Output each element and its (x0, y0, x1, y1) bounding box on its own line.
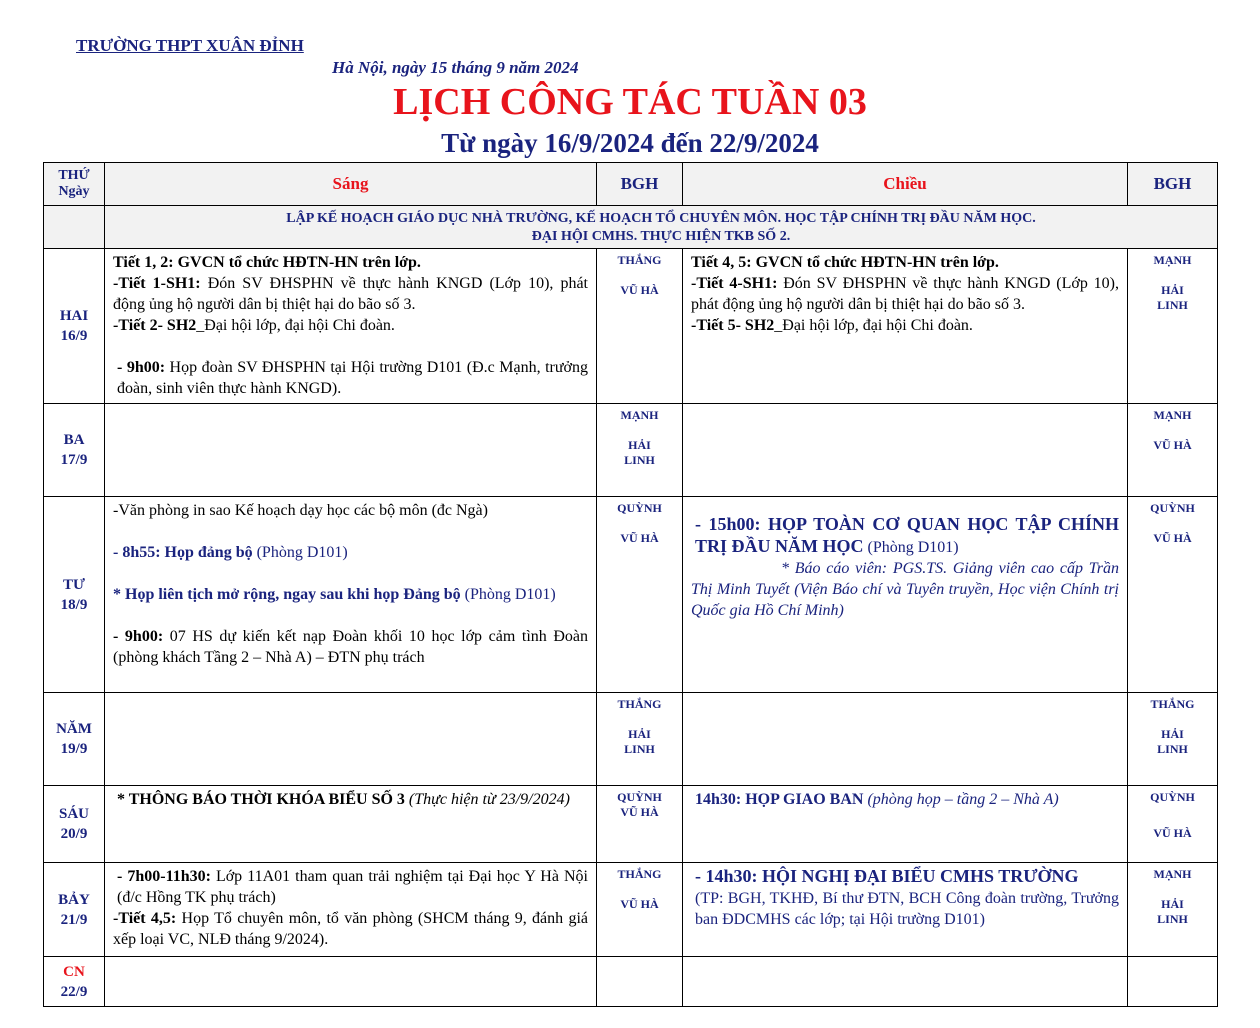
mon-a2: Đón SV ĐHSPHN về thực hành KNGD (Lớp 10), phát động ủng hộ người dân bị thiệt hại do bão số 3. (691, 275, 1119, 313)
sat-m2-bold: -Tiết 4,5: (113, 910, 177, 927)
schedule-table (43, 162, 1218, 1007)
week-banner (105, 206, 1218, 249)
table-row (44, 957, 1218, 1007)
day-date: 19/9 (60, 741, 88, 757)
bgh-afternoon-sat (1128, 863, 1218, 957)
bgh-name: VŨ HÀ (1153, 531, 1192, 545)
bgh-name: THẮNG (1150, 697, 1195, 711)
wed-m3-bold: * Họp liên tịch mở rộng, ngay sau khi họp Đảng bộ (113, 586, 461, 603)
table-row (44, 786, 1218, 863)
morning-cell-sun (105, 957, 597, 1007)
day-name: HAI (59, 308, 89, 324)
fri-m1: (Thực hiện từ 23/9/2024) (404, 791, 570, 808)
bgh-name: THẮNG (617, 867, 662, 881)
banner-empty (44, 206, 105, 249)
day-cell-tue (44, 404, 105, 497)
bgh-name: THẮNG (617, 253, 662, 267)
bgh-afternoon-thu (1128, 693, 1218, 786)
day-cell-mon (44, 249, 105, 404)
bgh-name: QUỲNH (1150, 501, 1195, 515)
day-cell-wed (44, 497, 105, 693)
bgh-name: MẠNH (1153, 253, 1192, 267)
sat-a1: (TP: BGH, TKHĐ, Bí thư ĐTN, BCH Công đoàn trường, Trưởng ban ĐDCMHS các lớp; tại Hội trường D101) (695, 890, 1119, 928)
school-name: TRƯỜNG THPT XUÂN ĐỈNH (76, 36, 304, 55)
bgh-name: LINH (624, 742, 655, 756)
day-cell-sun (44, 957, 105, 1007)
bgh-morning-thu (597, 693, 683, 786)
mon-m3-bold: -Tiết 2- SH2 (113, 317, 197, 334)
bgh-name: HẢI (1161, 727, 1184, 741)
wed-m1: -Văn phòng in sao Kế hoạch dạy học các bộ môn (đc Ngà) (113, 502, 488, 519)
bgh-morning-sat (597, 863, 683, 957)
day-name: BA (63, 432, 85, 448)
afternoon-cell-fri (683, 786, 1128, 863)
bgh-afternoon-fri (1128, 786, 1218, 863)
day-date: 16/9 (60, 328, 88, 344)
wed-m2: (Phòng D101) (252, 544, 348, 561)
day-date: 17/9 (60, 452, 88, 468)
mon-a2-bold: -Tiết 4-SH1: (691, 275, 778, 292)
header-bgh-afternoon: BGH (1128, 163, 1218, 206)
fri-m1-bold: * THÔNG BÁO THỜI KHÓA BIỂU SỐ 3 (117, 791, 405, 808)
table-row (44, 404, 1218, 497)
dateline: Hà Nội, ngày 15 tháng 9 năm 2024 (332, 58, 579, 77)
header-day-line2: Ngày (58, 184, 90, 199)
sat-m1-bold: - 7h00-11h30: (117, 868, 211, 885)
fri-a1: (phòng họp – tầng 2 – Nhà A) (863, 791, 1059, 808)
bgh-name: THẮNG (617, 697, 662, 711)
mon-a3: _Đại hội lớp, đại hội Chi đoàn. (774, 317, 973, 334)
day-cell-sat (44, 863, 105, 957)
day-name: NĂM (56, 721, 92, 737)
afternoon-cell-sun (683, 957, 1128, 1007)
day-name: BẢY (58, 891, 90, 908)
table-header-row (44, 163, 1218, 206)
bgh-name: MẠNH (620, 408, 659, 422)
mon-m1: Tiết 1, 2: GVCN tổ chức HĐTN-HN trên lớp. (113, 254, 421, 271)
mon-m4: Họp đoàn SV ĐHSPHN tại Hội trường D101 (Đ.c Mạnh, trưởng đoàn, sinh viên thực hành KNGD). (117, 359, 588, 397)
bgh-name: VŨ HÀ (620, 805, 659, 819)
header-afternoon: Chiều (683, 163, 1128, 206)
bgh-afternoon-mon (1128, 249, 1218, 404)
morning-cell-tue (105, 404, 597, 497)
mon-m3: _Đại hội lớp, đại hội Chi đoàn. (196, 317, 395, 334)
bgh-name: VŨ HÀ (620, 283, 659, 297)
bgh-morning-mon (597, 249, 683, 404)
bgh-name: QUỲNH (617, 501, 662, 515)
sat-m2: Họp Tổ chuyên môn, tổ văn phòng (SHCM tháng 9, đánh giá xếp loại VC, NLĐ tháng 9/2024). (113, 910, 589, 948)
sat-a1-bold: - 14h30: HỘI NGHỊ ĐẠI BIỂU CMHS TRƯỜNG (695, 866, 1079, 886)
header-morning: Sáng (105, 163, 597, 206)
wed-a1-bold: - 15h00: HỌP TOÀN CƠ QUAN HỌC TẬP CHÍNH TRỊ ĐẦU NĂM HỌC (695, 514, 1119, 556)
wed-a1: (Phòng D101) (863, 539, 959, 556)
bgh-afternoon-sun (1128, 957, 1218, 1007)
wed-m4-bold: - 9h00: (113, 628, 164, 645)
day-cell-fri (44, 786, 105, 863)
afternoon-cell-wed (683, 497, 1128, 693)
wed-m4: 07 HS dự kiến kết nạp Đoàn khối 10 học lớp cảm tình Đoàn (phòng khách Tầng 2 – Nhà A) – ĐTN phụ trách (113, 628, 589, 666)
table-row (44, 497, 1218, 693)
day-cell-thu (44, 693, 105, 786)
day-name: SÁU (58, 806, 89, 822)
bgh-name: VŨ HÀ (1153, 438, 1192, 452)
afternoon-cell-tue (683, 404, 1128, 497)
header-day (44, 163, 105, 206)
bgh-name: HẢI (1161, 897, 1184, 911)
mon-a1: Tiết 4, 5: GVCN tổ chức HĐTN-HN trên lớp. (691, 254, 999, 271)
header-day-line1: THỨ (58, 168, 90, 183)
wed-a2: * Báo cáo viên: PGS.TS. Giảng viên cao cấp Trần Thị Minh Tuyết (Viện Báo chí và Tuyên truyền, Học viện Chính trị Quốc gia Hồ Chí Minh) (691, 560, 1119, 619)
afternoon-cell-mon (683, 249, 1128, 404)
table-row (44, 863, 1218, 957)
day-date: 20/9 (60, 826, 88, 842)
bgh-name: HẢI (628, 438, 651, 452)
mon-m2: Đón SV ĐHSPHN về thực hành KNGD (Lớp 10), phát động ủng hộ người dân bị thiệt hại do bão số 3. (113, 275, 588, 313)
bgh-name: HẢI (628, 727, 651, 741)
bgh-morning-sun (597, 957, 683, 1007)
mon-m2-bold: -Tiết 1-SH1: (113, 275, 201, 292)
wed-m2-bold: - 8h55: Họp đảng bộ (113, 544, 253, 561)
bgh-afternoon-wed (1128, 497, 1218, 693)
bgh-morning-wed (597, 497, 683, 693)
bgh-morning-tue (597, 404, 683, 497)
bgh-name: LINH (1157, 298, 1188, 312)
bgh-name: LINH (1157, 742, 1188, 756)
morning-cell-fri (105, 786, 597, 863)
table-row (44, 693, 1218, 786)
morning-cell-thu (105, 693, 597, 786)
day-date: 22/9 (60, 983, 88, 1000)
bgh-name: LINH (1157, 912, 1188, 926)
bgh-name: VŨ HÀ (620, 531, 659, 545)
sat-m1: Lớp 11A01 tham quan trải nghiệm tại Đại học Y Hà Nội (đ/c Hồng TK phụ trách) (117, 868, 588, 906)
morning-cell-mon (105, 249, 597, 404)
day-name: TƯ (63, 576, 85, 593)
day-name: CN (63, 963, 85, 980)
banner-line2: ĐẠI HỘI CMHS. THỰC HIỆN TKB SỐ 2. (531, 229, 791, 244)
bgh-name: MẠNH (1153, 867, 1192, 881)
banner-row (44, 206, 1218, 249)
mon-a3-bold: -Tiết 5- SH2 (691, 317, 775, 334)
afternoon-cell-sat (683, 863, 1128, 957)
afternoon-cell-thu (683, 693, 1128, 786)
morning-cell-sat (105, 863, 597, 957)
bgh-morning-fri (597, 786, 683, 863)
day-date: 21/9 (60, 911, 88, 928)
page-title: LỊCH CÔNG TÁC TUẦN 03 (393, 81, 867, 123)
bgh-name: HẢI (1161, 283, 1184, 297)
bgh-name: QUỲNH (1150, 790, 1195, 804)
banner-line1: LẬP KẾ HOẠCH GIÁO DỤC NHÀ TRƯỜNG, KẾ HOẠCH TỔ CHUYÊN MÔN. HỌC TẬP CHÍNH TRỊ ĐẦU NĂM HỌC. (286, 211, 1036, 226)
mon-m4-bold: - 9h00: (117, 359, 166, 376)
bgh-name: VŨ HÀ (1153, 826, 1192, 840)
header-bgh-morning: BGH (597, 163, 683, 206)
page-subtitle: Từ ngày 16/9/2024 đến 22/9/2024 (441, 128, 819, 158)
bgh-name: VŨ HÀ (620, 897, 659, 911)
day-date: 18/9 (60, 596, 88, 613)
wed-m3: (Phòng D101) (460, 586, 556, 603)
morning-cell-wed (105, 497, 597, 693)
bgh-name: MẠNH (1153, 408, 1192, 422)
fri-a1-bold: 14h30: HỌP GIAO BAN (695, 791, 864, 808)
bgh-afternoon-tue (1128, 404, 1218, 497)
table-row (44, 249, 1218, 404)
bgh-name: LINH (624, 453, 655, 467)
bgh-name: QUỲNH (617, 790, 662, 804)
